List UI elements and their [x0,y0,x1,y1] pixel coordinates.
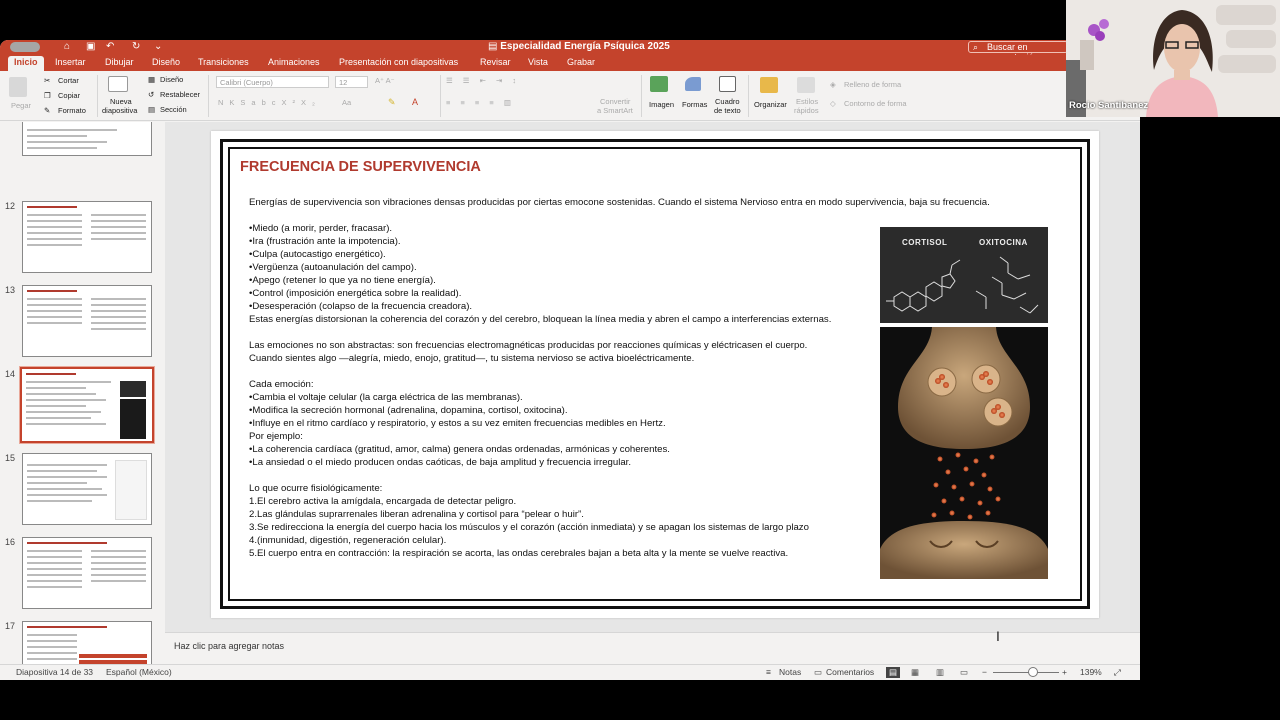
slide-thumbnail-17[interactable] [22,621,152,664]
tab-insertar[interactable]: Insertar [55,57,86,67]
slide-body-line[interactable]: 5.El cuerpo entra en contracción: la respiración se acorta, las ondas cerebrales bajan a beta alta y la mente se vuelve reactiva. [249,548,789,559]
notes-icon[interactable]: ≡ [766,667,771,677]
reset-icon[interactable]: ↺ [148,90,155,99]
slide-number: 16 [5,537,16,547]
list-icons[interactable]: ☰ ☰ ⇤ ⇥ ↕ [446,76,521,85]
slide-body-line[interactable]: •Ira (frustración ante la impotencia). [249,236,401,247]
slide-thumbnail-14-selected[interactable] [20,367,154,443]
format-painter-icon[interactable]: ✎ [44,106,51,115]
slide-body-line[interactable]: •Modifica la secreción hormonal (adrenalina, dopamina, cortisol, oxitocina). [249,405,568,416]
slide-thumbnail-15[interactable] [22,453,152,525]
slide-thumbnail-13[interactable] [22,285,152,357]
slide-thumbnail-12[interactable] [22,201,152,273]
tab-revisar[interactable]: Revisar [480,57,511,67]
slide-thumbnails-pane [0,122,165,664]
current-slide[interactable] [211,131,1099,618]
text-cursor-icon: I [996,628,1000,644]
search-icon: ⌕ [973,42,979,52]
slide-body-line[interactable]: 2.Las glándulas suprarrenales liberan adrenalina y cortisol para “pelear o huir”. [249,509,584,520]
comments-icon[interactable]: ▭ [814,667,823,677]
notes-button[interactable]: Notas [779,667,802,677]
tab-diseno[interactable]: Diseño [152,57,181,67]
tab-presentacion[interactable]: Presentación con diapositivas [339,57,459,67]
slide-body-line[interactable]: •La coherencia cardíaca (gratitud, amor, calma) genera ondas ordenadas, armónicas y coherentes. [249,444,670,455]
tab-grabar[interactable]: Grabar [567,57,596,67]
zoom-in-button[interactable]: + [1062,667,1067,677]
notes-pane[interactable] [165,632,1140,664]
slide-intro[interactable]: Energías de supervivencia son vibraciones densas producidas por ciertas emocone sostenidas. Cuando el sistema Nervioso entra en modo supervivencia, baja su frecuencia. [249,197,990,208]
arrange-icon[interactable] [760,77,778,93]
slide-body-line[interactable]: •Vergüenza (autoanulación del campo). [249,262,417,273]
font-size-field[interactable]: 12 [335,76,368,88]
shape-outline-icon[interactable]: ◇ [830,99,836,108]
paste-button[interactable]: Pegar [11,101,32,110]
document-title: ▤ Especialidad Energía Psíquica 2025 [488,41,670,52]
new-slide-label-2[interactable]: diapositiva [102,106,138,115]
language-indicator[interactable]: Español (México) [106,667,172,677]
participant-name: Rocio Santibanez [1069,100,1149,111]
undo-icon[interactable]: ↶ [106,41,115,52]
slide-body-line[interactable]: Por ejemplo: [249,431,303,442]
slide-number: 14 [5,369,16,379]
quick-styles-label-1[interactable]: Estilos [796,97,819,106]
tab-vista[interactable]: Vista [528,57,548,67]
format-painter-button[interactable]: Formato [58,106,86,115]
slideshow-icon[interactable]: ▭ [960,667,969,677]
slide-body-line[interactable]: •Cambia el voltaje celular (la carga eléctrica de las membranas). [249,392,523,403]
quick-styles-icon[interactable] [797,77,815,93]
redo-icon[interactable]: ↻ [132,41,141,52]
slide-body-line[interactable]: Cada emoción: [249,379,314,390]
slide-canvas [165,122,1140,664]
grow-font-icon[interactable]: A⁺ A⁻ [375,76,395,85]
convert-smartart-label-2[interactable]: a SmartArt [597,106,633,115]
slide-thumbnail-16[interactable] [22,537,152,609]
cut-icon[interactable]: ✂ [44,76,51,85]
ribbon-tabs [0,55,1140,71]
slide-number: 12 [5,201,16,211]
convert-smartart-label-1[interactable]: Convertir [600,97,631,106]
slide-title[interactable]: FRECUENCIA DE SUPERVIVENCIA [240,159,481,175]
tab-dibujar[interactable]: Dibujar [105,57,134,67]
align-icons[interactable]: ≡ ≡ ≡ ≡ ▥ [446,98,515,107]
zoom-level[interactable]: 139% [1080,667,1102,677]
font-color-icon[interactable]: A [412,97,419,107]
section-button[interactable]: Sección [160,105,187,114]
slide-body-line[interactable]: •Desesperación (colapso de la frecuencia creadora). [249,301,473,312]
shapes-button[interactable]: Formas [682,100,708,109]
paste-icon[interactable] [9,77,27,97]
slide-body-line[interactable]: 4.(inmunidad, digestión, regeneración celular). [249,535,447,546]
slide-number: 13 [5,285,16,295]
reading-view-icon[interactable]: ▥ [936,667,945,677]
slide-sorter-icon[interactable]: ▦ [911,667,920,677]
copy-button[interactable]: Copiar [58,91,81,100]
slide-body-line[interactable]: 3.Se redirecciona la energía del cuerpo hacia los músculos y el corazón (acción inmediata) y se apagan los sistemas de largo plazo [249,522,809,533]
slide-body-line[interactable]: •Culpa (autocastigo energético). [249,249,386,260]
webcam-overlay [1066,0,1280,117]
cut-button[interactable]: Cortar [58,76,79,85]
text-effects-icon[interactable]: Aa [342,98,352,107]
synapse-illustration [880,327,1048,579]
slide-number: 17 [5,621,16,631]
section-icon[interactable]: ▤ [148,105,156,114]
highlight-icon[interactable]: ✎ [388,97,396,107]
zoom-slider-track[interactable] [993,672,1059,673]
slide-body-line[interactable]: •Influye en el ritmo cardíaco y respiratorio, y estos a su vez emiten frecuencias medibles en Hertz. [249,418,666,429]
oxytocin-label: OXITOCINA [979,238,1028,247]
normal-view-icon[interactable]: ▤ [886,667,900,678]
image-button[interactable]: Imagen [649,100,675,109]
fit-to-window-icon[interactable]: ⤢ [1114,667,1121,677]
slide-body-line[interactable]: •Control (imposición energética sobre la realidad). [249,288,462,299]
slide-body-line[interactable]: 1.El cerebro activa la amígdala, encargada de detectar peligro. [249,496,517,507]
reset-button[interactable]: Restablecer [160,90,201,99]
powerpoint-window [0,40,1140,680]
status-bar [0,664,1140,680]
layout-button[interactable]: Diseño [160,75,184,84]
zoom-slider-thumb[interactable] [1028,667,1038,677]
slide-body-line[interactable]: Estas energías distorsionan la coherencia del corazón y del cerebro, bloquean la línea media y abren el campo a interferencias externas. [249,314,832,325]
textbox-icon[interactable] [719,76,736,92]
cortisol-label: CORTISOL [902,238,948,247]
tab-animaciones[interactable]: Animaciones [268,57,320,67]
quick-styles-label-2[interactable]: rápidos [794,106,819,115]
molecule-diagrams [880,227,1048,323]
textbox-label-2[interactable]: de texto [714,106,741,115]
shape-outline-button[interactable]: Contorno de forma [844,99,907,108]
slide-body-line[interactable]: Cuando sientes algo —alegría, miedo, enojo, gratitud—, tu sistema nervioso se activa bioeléctricamente. [249,353,695,364]
image-icon[interactable] [650,76,668,92]
tab-transiciones[interactable]: Transiciones [198,57,249,67]
slide-body-line[interactable]: •Miedo (a morir, perder, fracasar). [249,223,393,234]
ribbon [0,71,1140,121]
comments-button[interactable]: Comentarios [826,667,875,677]
arrange-button[interactable]: Organizar [754,100,787,109]
textbox-label-1[interactable]: Cuadro [715,97,740,106]
slide-body-line[interactable]: •La ansiedad o el miedo producen ondas caóticas, de baja amplitud y frecuencia irregular. [249,457,632,468]
shape-fill-icon[interactable]: ◈ [830,80,836,89]
slide-body-line[interactable]: •Apego (retener lo que ya no tiene energía). [249,275,436,286]
home-icon[interactable]: ⌂ [64,41,71,52]
shape-fill-button[interactable]: Relleno de forma [844,80,902,89]
slide-counter: Diapositiva 14 de 33 [16,667,94,677]
notes-placeholder[interactable]: Haz clic para agregar notas [174,641,285,651]
slide-thumbnail-11[interactable] [22,122,152,156]
tab-inicio[interactable]: Inicio [8,56,44,71]
window-controls[interactable] [10,42,40,52]
cortisol-oxytocin-image[interactable] [880,227,1048,323]
slide-number: 15 [5,453,16,463]
layout-icon[interactable]: ▦ [148,75,156,84]
save-icon[interactable]: ▣ [86,41,96,52]
slide-body-line[interactable]: Lo que ocurre fisiológicamente: [249,483,383,494]
synapse-image[interactable] [880,327,1048,579]
slide-body-line[interactable]: Las emociones no son abstractas: son frecuencias electromagnéticas producidas por reacciones químicas y eléctricasen el cuerpo. [249,340,808,351]
shapes-icon[interactable] [685,77,701,91]
search-input[interactable]: ⌕ Buscar en [968,41,1068,53]
font-name-field[interactable]: Calibri (Cuerpo) [216,76,329,88]
new-slide-label-1[interactable]: Nueva [110,97,132,106]
zoom-out-button[interactable]: − [982,667,987,677]
title-bar [0,40,1140,55]
font-format-icons[interactable]: NKSabcX²X₂ [218,98,321,107]
customize-icon[interactable]: ⌄ [154,41,163,52]
new-slide-icon[interactable] [108,76,128,92]
copy-icon[interactable]: ❐ [44,91,51,100]
